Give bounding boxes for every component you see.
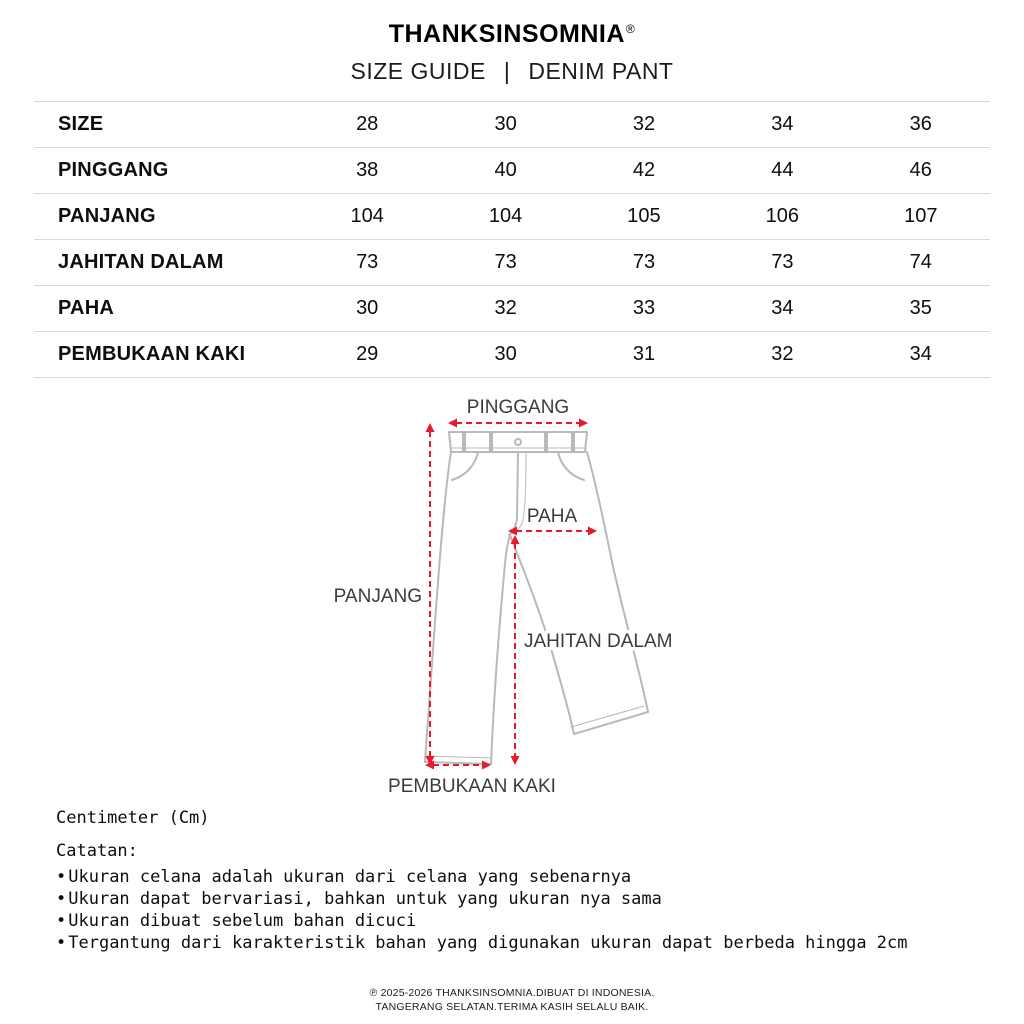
arrowhead (511, 756, 520, 765)
table-cell: 73 (632, 251, 656, 273)
measurement-arrow-heads (425, 419, 597, 770)
table-row (34, 194, 990, 240)
left-leg-outer-seam (425, 452, 451, 762)
left-hem (425, 762, 491, 764)
table-cell: 73 (356, 251, 379, 273)
table-cell: 33 (632, 297, 656, 319)
note-item (56, 888, 1024, 910)
table-cell: 105 (627, 205, 661, 227)
measurement-arrow-lines (430, 423, 589, 765)
fly-seam (509, 452, 518, 535)
footer (0, 986, 1024, 1014)
row-label: PANJANG (58, 205, 156, 227)
brand-name: THANKSINSOMNIA (388, 20, 625, 48)
right-leg-outer-seam (587, 452, 648, 712)
size-table (34, 101, 990, 378)
table-cell: 29 (356, 343, 379, 365)
table-cell: 31 (632, 343, 656, 365)
row-label: SIZE (58, 113, 104, 135)
table-cell: 34 (771, 297, 794, 319)
note-text: Ukuran dapat bervariasi, bahkan untuk yang ukuran nya sama (68, 889, 662, 909)
table-cell: 35 (909, 297, 932, 319)
row-label: PAHA (58, 297, 114, 319)
table-cell: 28 (356, 113, 379, 135)
notes-heading: Catatan: (56, 841, 138, 861)
arrowhead (579, 419, 588, 428)
table-cell: 42 (632, 159, 656, 181)
diagram-labels (334, 397, 673, 797)
denim-pant-illustration (312, 392, 712, 804)
waist-button (515, 439, 521, 445)
bullet-icon: • (56, 867, 67, 887)
arrowhead (482, 761, 491, 770)
table-cell: 34 (771, 113, 794, 135)
label-panjang: PANJANG (333, 586, 422, 607)
table-cell: 30 (494, 343, 517, 365)
pant-outline (425, 432, 648, 764)
note-text: Tergantung dari karakteristik bahan yang digunakan ukuran dapat berbeda hingga 2cm (68, 933, 908, 953)
footer-line1: ℗ 2025-2026 THANKSINSOMNIA.DIBUAT DI INDONESIA. (369, 987, 655, 999)
page-title (0, 58, 1024, 85)
table-cell: 30 (356, 297, 379, 319)
arrowhead (588, 527, 597, 536)
table-cell: 44 (771, 159, 794, 181)
note-text: Ukuran celana adalah ukuran dari celana yang sebenarnya (68, 867, 632, 887)
arrowhead (426, 423, 435, 432)
footer-line2: TANGERANG SELATAN.TERIMA KASIH SELALU BAIK. (375, 1001, 649, 1013)
pocket-left (452, 452, 478, 480)
table-cell: 38 (356, 159, 379, 181)
note-item (56, 932, 1024, 954)
table-cell: 107 (904, 205, 938, 227)
pocket-right (558, 452, 584, 480)
bullet-icon: • (56, 889, 67, 909)
subtitle-left: SIZE GUIDE (350, 58, 486, 84)
table-row (34, 148, 990, 194)
unit-label: Centimeter (Cm) (56, 808, 210, 828)
table-cell: 46 (909, 159, 932, 181)
label-jahitan-dalam: JAHITAN DALAM (524, 631, 673, 652)
table-cell: 32 (771, 343, 794, 365)
table-cell: 73 (771, 251, 794, 273)
pant-measurement-diagram (0, 392, 1024, 804)
table-cell: 74 (909, 251, 932, 273)
label-paha: PAHA (526, 506, 578, 527)
table-row (34, 286, 990, 332)
table-cell: 106 (765, 205, 800, 227)
left-leg-inner-seam (491, 535, 510, 764)
row-label: JAHITAN DALAM (58, 251, 224, 273)
table-cell: 36 (909, 113, 932, 135)
table-cell: 30 (494, 113, 517, 135)
table-cell: 40 (494, 159, 517, 181)
table-row (34, 102, 990, 148)
bullet-icon: • (56, 911, 67, 931)
label-pembukaan-kaki: PEMBUKAAN KAKI (388, 776, 556, 797)
table-cell: 32 (494, 297, 517, 319)
row-label: PINGGANG (58, 159, 169, 181)
notes-section (56, 808, 1024, 954)
bullet-icon: • (56, 933, 67, 953)
left-hem-stitch (426, 756, 490, 758)
note-item (56, 910, 1024, 932)
waistband (449, 432, 587, 452)
table-cell: 32 (632, 113, 656, 135)
table-row (34, 332, 990, 378)
registered-mark-icon: ® (625, 21, 636, 36)
subtitle-divider: | (503, 58, 511, 84)
arrowhead (448, 419, 457, 428)
table-cell: 34 (909, 343, 932, 365)
label-pinggang: PINGGANG (466, 397, 570, 418)
note-item (56, 866, 1024, 888)
table-row (34, 240, 990, 286)
header (0, 0, 1024, 85)
brand-title (0, 20, 1024, 49)
note-text: Ukuran dibuat sebelum bahan dicuci (68, 911, 417, 931)
subtitle-right: DENIM PANT (528, 58, 674, 84)
table-cell: 73 (494, 251, 517, 273)
row-label: PEMBUKAAN KAKI (58, 343, 246, 365)
table-cell: 104 (350, 205, 384, 227)
table-cell: 104 (488, 205, 523, 227)
